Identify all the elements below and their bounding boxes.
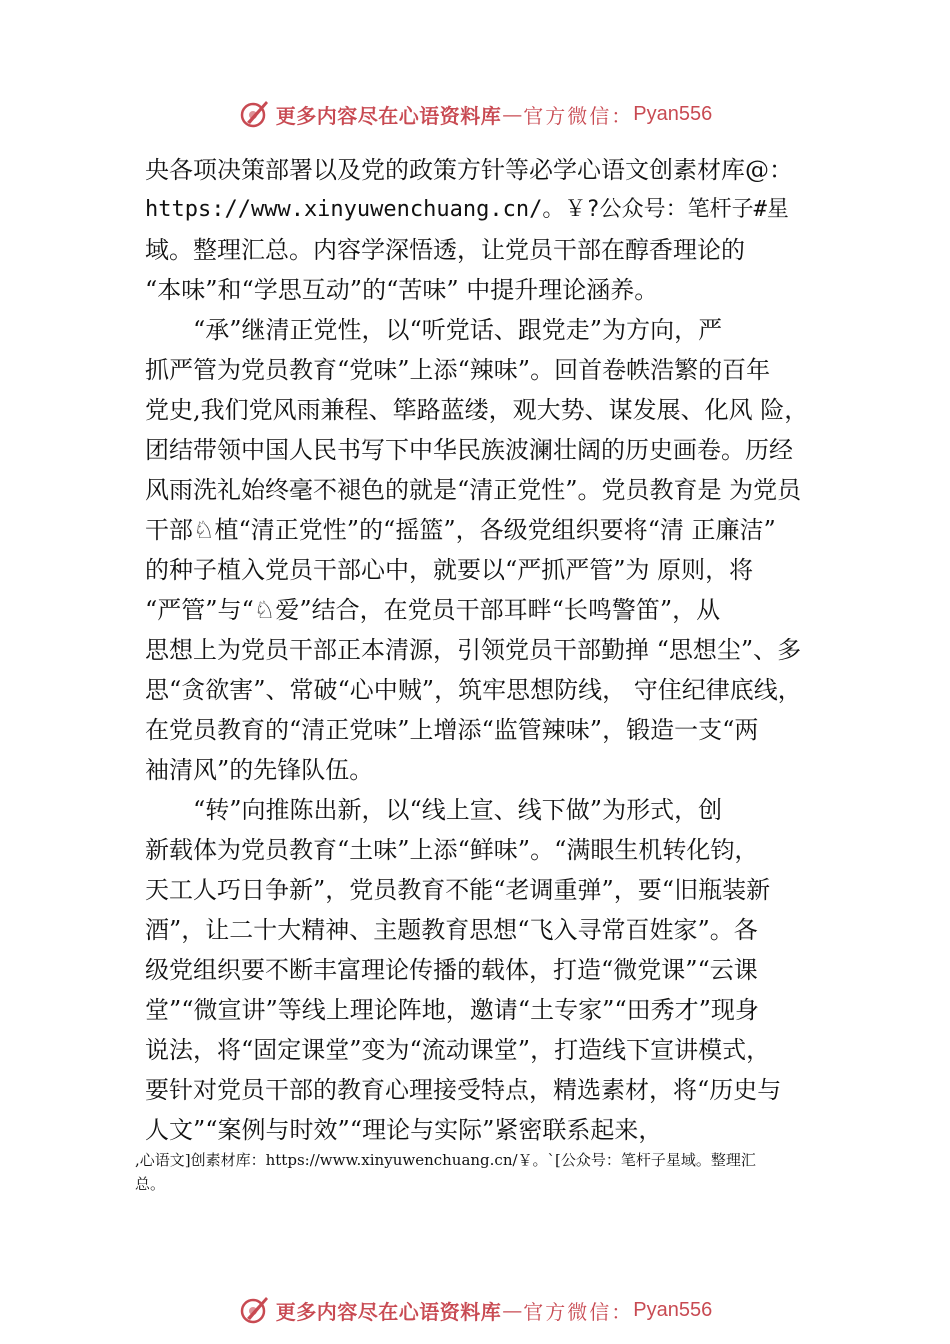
text-line: https://www.xinyuwenchuang.cn/。￥?公众号：笔杆子#星 [145,197,789,222]
text-line: 的种子植入党员干部心中，就要以“严抓严管”为 原则，将 [145,556,754,584]
paragraph-start-line: “转”向推陈出新，以“线上宣、线下做”为形式，创 [193,796,723,824]
text-line: “本味”和“学思互动”的“苦味” 中提升理论涵养。 [145,276,659,304]
banner-dash: — [502,1298,523,1322]
banner-handle: Pyan556 [633,1298,713,1321]
banner-handle: Pyan556 [633,102,713,125]
text-line: 团结带领中国人民书写下中华民族波澜壮阔的历史画卷。历经 [145,436,793,464]
text-line: 要针对党员干部的教育心理接受特点，精选素材，将“历史与 [145,1076,782,1104]
text-line: 堂”“微宣讲”等线上理论阵地，邀请“土专家”“田秀才”现身 [145,996,759,1024]
quill-logo-icon [238,1293,272,1327]
text-line: 级党组织要不断丰富理论传播的载体，打造“微党课”“云课 [145,956,758,984]
text-line: 域。整理汇总。内容学深悟透，让党员干部在醇香理论的 [145,236,745,264]
text-line: 央各项决策部署以及党的政策方针等必学心语文创素材库@： [145,156,793,184]
text-line: 新载体为党员教育“土味”上添“鲜味”。“满眼生机转化钧， [145,836,759,864]
banner-dash: — [502,102,523,126]
text-line: 酒”，让二十大精神、主题教育思想“飞入寻常百姓家”。各 [145,916,758,944]
text-line: 思想上为党员干部正本清源，引领党员干部勤掸 “思想尘”、多 [145,636,802,664]
text-line: 党史,我们党风雨兼程、筚路蓝缕，观大势、谋发展、化风 险， [145,396,809,424]
footnote [135,1148,855,1196]
banner-label: 官方微信： [523,1299,634,1324]
body-text [145,150,845,1150]
footnote-line: 总。 [135,1175,166,1193]
text-line: 干部♘植“清正党性”的“摇篮”，各级党组织要将“清 正廉洁” [145,516,776,544]
banner-title: 更多内容尽在心语资料库 [275,103,502,128]
text-line: 思“贪欲害”、常破“心中贼”，筑牢思想防线， 守住纪律底线， [145,676,802,704]
text-line: 说法，将“固定课堂”变为“流动课堂”，打造线下宣讲模式， [145,1036,771,1064]
text-line: 人文”“案例与时效”“理论与实际”紧密联系起来， [145,1116,663,1144]
text-line: 风雨洗礼始终毫不褪色的就是“清正党性”。党员教育是 为党员 [145,476,802,504]
text-line: “严管”与“♘爱”结合，在党员干部耳畔“长鸣警笛”，从 [145,596,721,624]
header-banner [0,92,950,136]
text-line: 袖清风”的先锋队伍。 [145,756,374,784]
footnote-line: ,心语文]创素材库：https://www.xinyuwenchuang.cn/￥。`[公众号：笔杆子星域。整理汇 [135,1151,756,1169]
quill-logo-icon [238,97,272,131]
banner-title: 更多内容尽在心语资料库 [275,1299,502,1324]
text-line: 在党员教育的“清正党味”上增添“监管辣味”，锻造一支“两 [145,716,759,744]
banner-label: 官方微信： [523,103,634,128]
paragraph-start-line: “承”继清正党性，以“听党话、跟党走”为方向，严 [193,316,723,344]
text-line: 抓严管为党员教育“党味”上添“辣味”。回首卷帙浩繁的百年 [145,356,771,384]
footer-banner [0,1288,950,1332]
text-line: 天工人巧日争新”，党员教育不能“老调重弹”，要“旧瓶装新 [145,876,771,904]
